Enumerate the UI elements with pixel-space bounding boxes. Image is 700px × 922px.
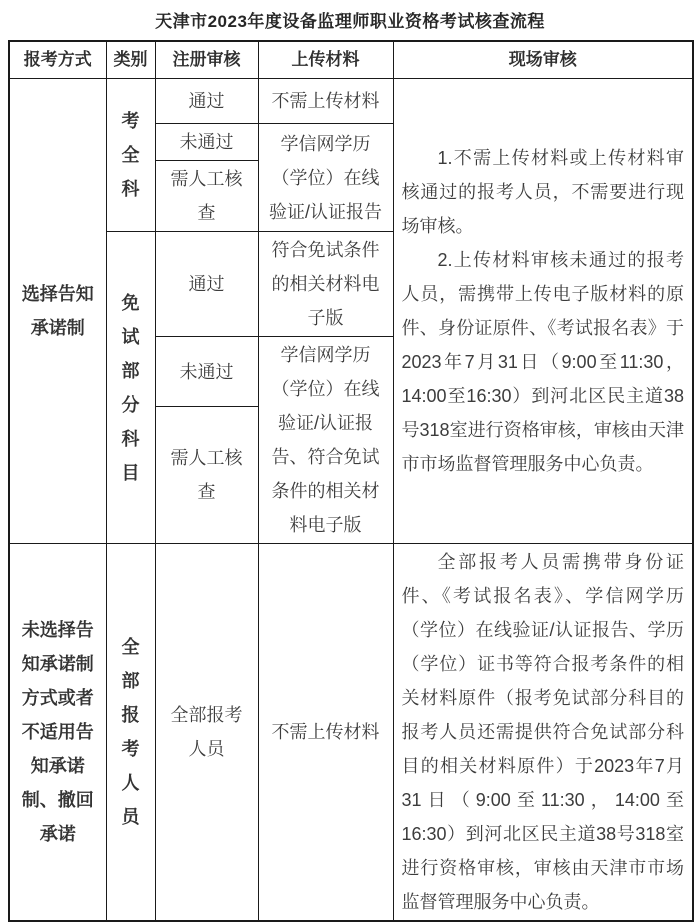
cell-register-exempt-manual: 需人工核查 xyxy=(155,407,258,544)
col-header-register-review: 注册审核 xyxy=(155,41,258,79)
cell-upload-no-notice: 不需上传材料 xyxy=(258,544,393,922)
row-full-exam-pass xyxy=(9,79,693,124)
cell-upload-full-fail: 学信网学历（学位）在线验证/认证报告 xyxy=(258,124,393,232)
cell-apply-method-notice: 选择告知承诺制 xyxy=(9,79,106,544)
row-no-notice xyxy=(9,544,693,922)
cell-upload-exempt-pass: 符合免试条件的相关材料电子版 xyxy=(258,232,393,337)
cell-upload-full-pass: 不需上传材料 xyxy=(258,79,393,124)
cell-onsite-notice xyxy=(393,79,693,544)
cell-register-exempt-fail: 未通过 xyxy=(155,337,258,407)
cell-apply-method-no-notice: 未选择告知承诺制方式或者不适用告知承诺制、撤回承诺 xyxy=(9,544,106,922)
cell-upload-exempt-fail: 学信网学历（学位）在线验证/认证报告、符合免试条件的相关材料电子版 xyxy=(258,337,393,544)
col-header-upload-materials: 上传材料 xyxy=(258,41,393,79)
col-header-onsite-review: 现场审核 xyxy=(393,41,693,79)
review-process-table xyxy=(8,40,694,922)
onsite-paragraph-1: 1.不需上传材料或上传材料审核通过的报考人员，不需要进行现场审核。 xyxy=(401,148,684,236)
col-header-category: 类别 xyxy=(106,41,155,79)
header-row xyxy=(9,41,693,79)
cell-category-full-exam: 考全科 xyxy=(106,79,155,232)
col-header-apply-method: 报考方式 xyxy=(9,41,106,79)
cell-register-full-manual: 需人工核查 xyxy=(155,161,258,232)
cell-register-full-pass: 通过 xyxy=(155,79,258,124)
onsite-paragraph-2: 2.上传材料审核未通过的报考人员，需携带上传电子版材料的原件、身份证原件、《考试报名表》于2023年7月31日（9:00至11:30， 14:00至16:30）到河北区民主道38号318室进行资格审核，审核由天津市市场监督管理服务中心负责。 xyxy=(401,250,684,474)
cell-onsite-no-notice xyxy=(393,544,693,922)
cell-category-exempt: 免试部分科目 xyxy=(106,232,155,544)
cell-category-all-applicants: 全部报考人员 xyxy=(106,544,155,922)
page-title: 天津市2023年度设备监理师职业资格考试核查流程 xyxy=(155,12,545,31)
cell-register-exempt-pass: 通过 xyxy=(155,232,258,337)
cell-register-full-fail: 未通过 xyxy=(155,124,258,161)
onsite-paragraph-all: 全部报考人员需携带身份证件、《考试报名表》、学信网学历（学位）在线验证/认证报告、学历（学位）证书等符合报考条件的相关材料原件（报考免试部分科目的报考人员还需提供符合免试部分科目的相关材料原件）于2023年7月31日（9:00至11:30，14:00至16:30）到河北区民主道38号318室进行资格审核，审核由天津市市场监督管理服务中心负责。 xyxy=(401,552,684,912)
cell-register-all-applicants: 全部报考人员 xyxy=(155,544,258,922)
